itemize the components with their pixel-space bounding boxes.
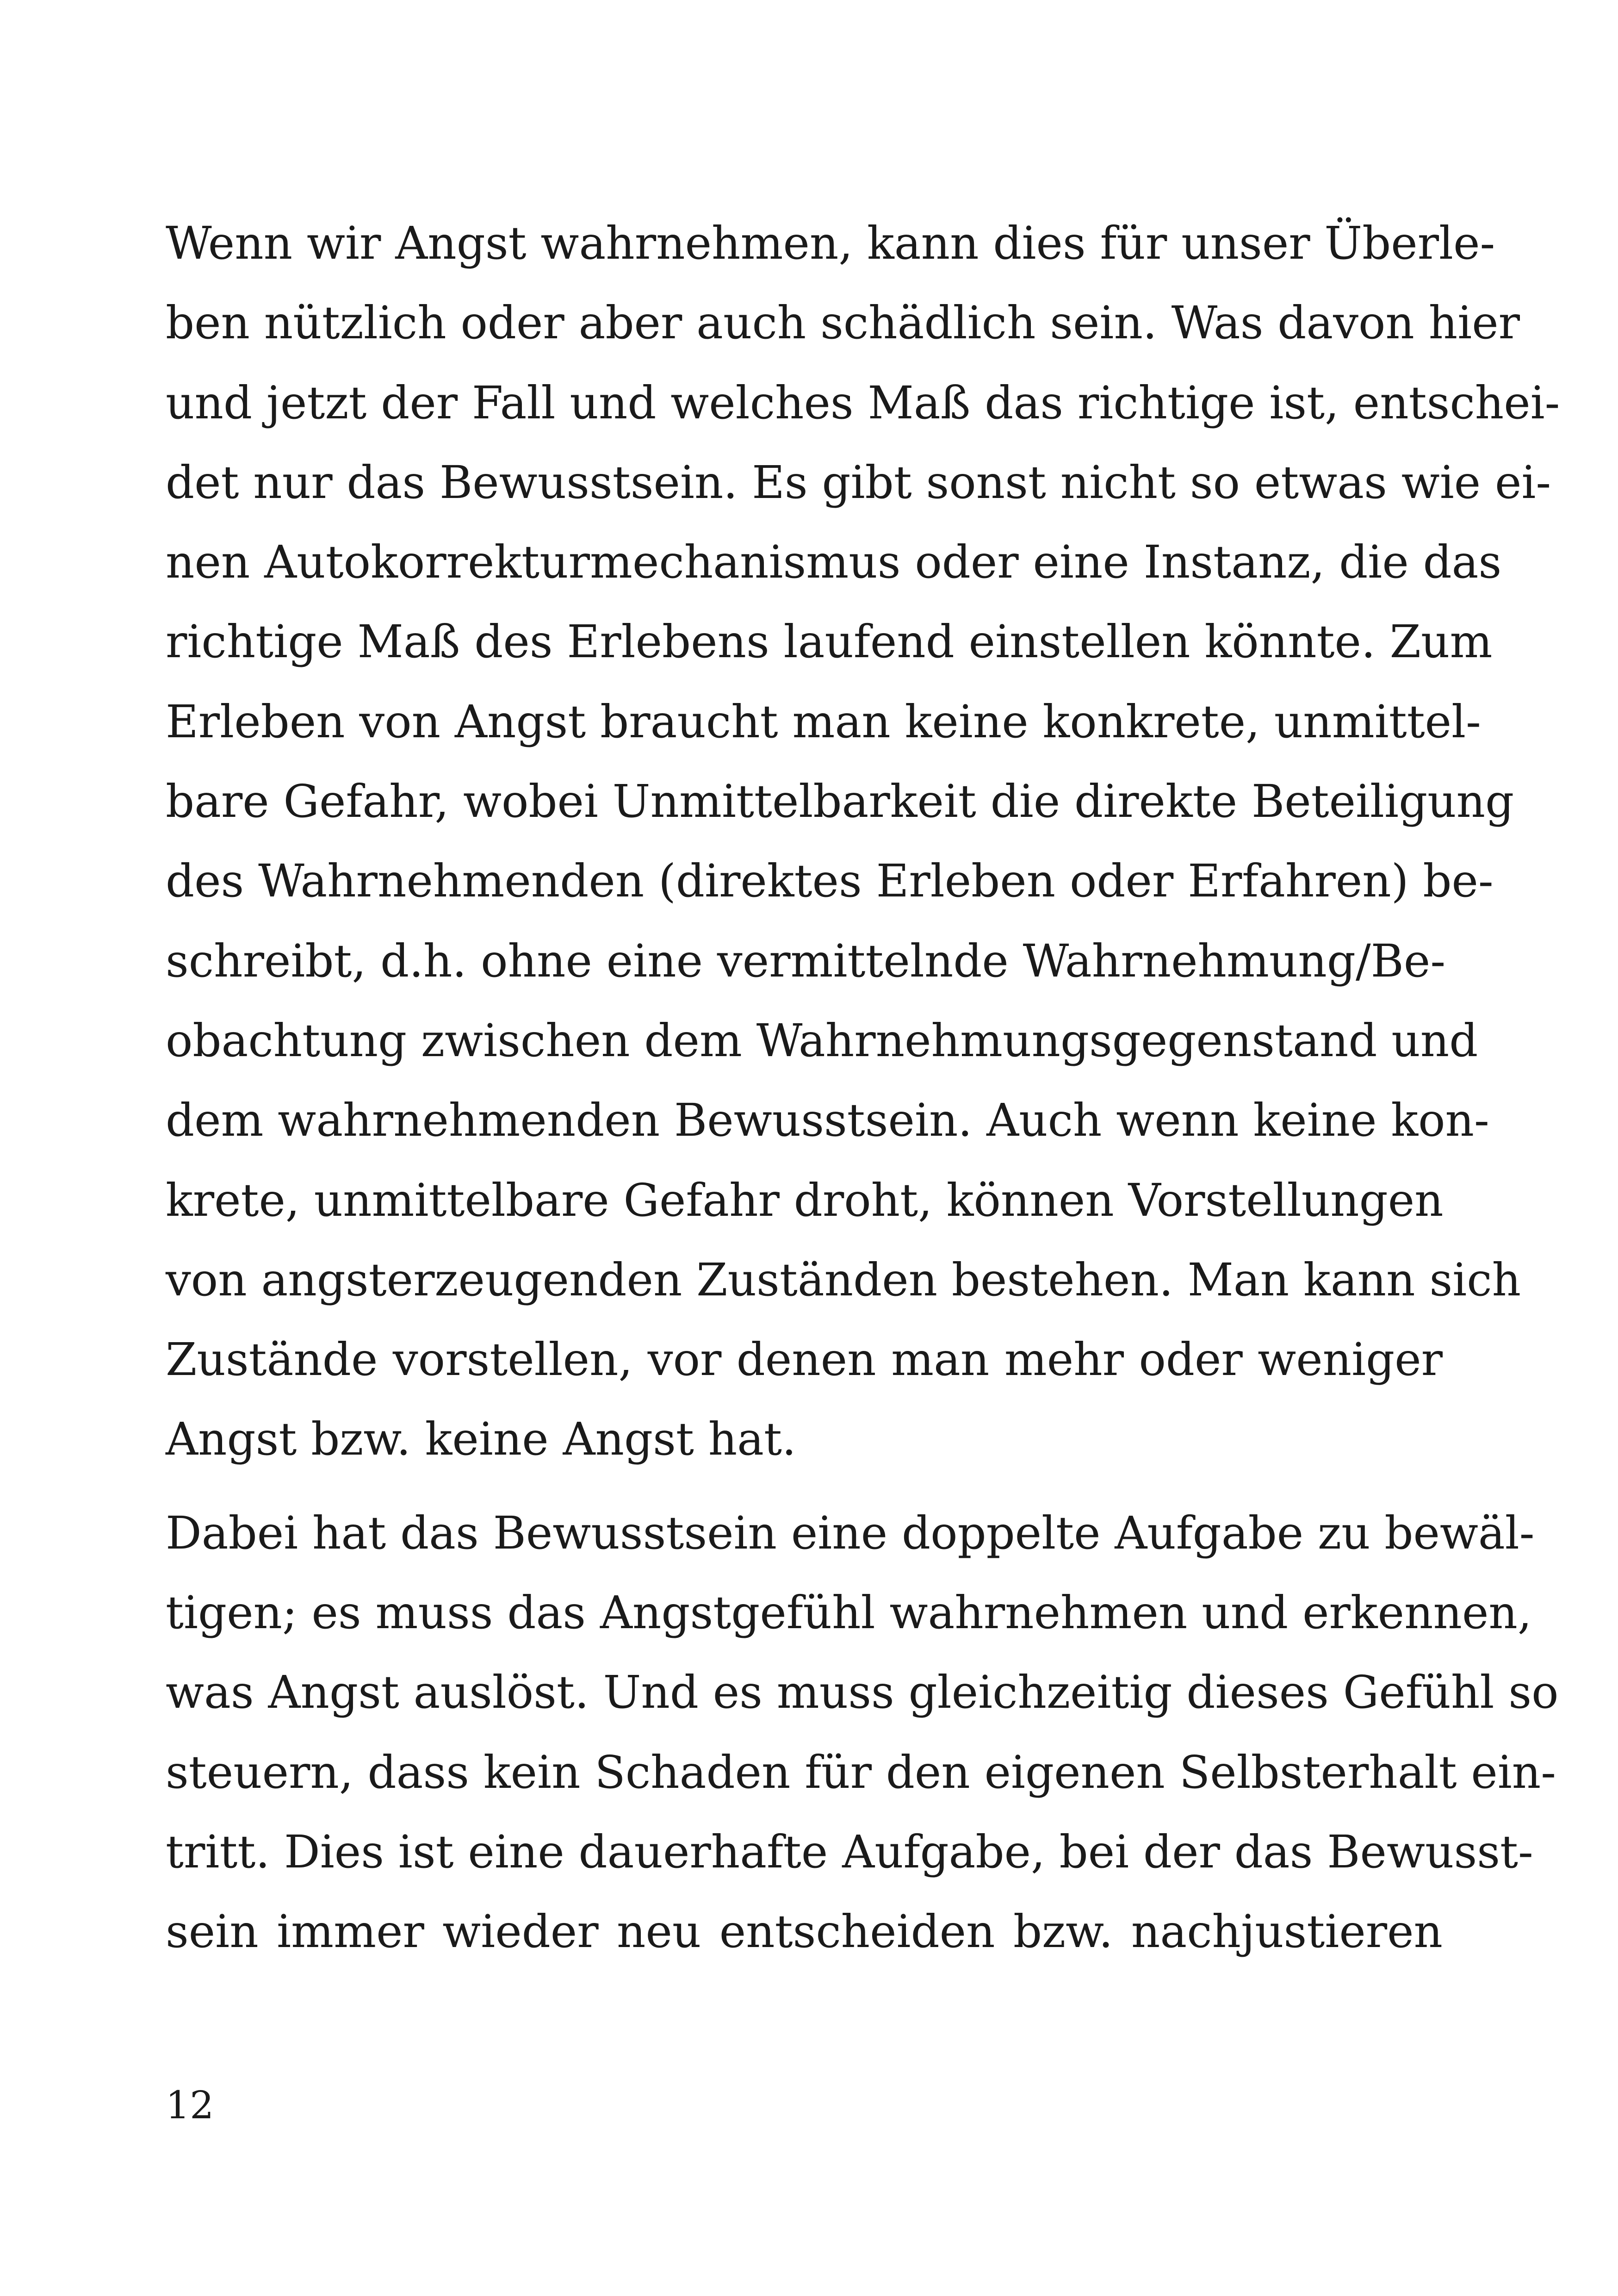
page-number: 12 — [166, 2084, 214, 2128]
text-line: steuern, dass kein Schaden für den eigenen Selbsterhalt ein- — [166, 1746, 1556, 1798]
text-line: Angst bzw. keine Angst hat. — [166, 1413, 796, 1466]
paragraph-spacer — [166, 1480, 1443, 1493]
text-line: was Angst auslöst. Und es muss gleichzeitig dieses Gefühl so — [166, 1666, 1559, 1719]
text-line: obachtung zwischen dem Wahrnehmungsgegenstand und — [166, 1014, 1478, 1067]
text-line: det nur das Bewusstsein. Es gibt sonst nicht so etwas wie ei- — [166, 456, 1551, 509]
text-line: tigen; es muss das Angstgefühl wahrnehmen und erkennen, — [166, 1587, 1532, 1639]
text-line: Erleben von Angst braucht man keine konkrete, unmittel- — [166, 695, 1481, 748]
text-line: tritt. Dies ist eine dauerhafte Aufgabe, bei der das Bewusst- — [166, 1825, 1533, 1878]
text-line: von angsterzeugenden Zuständen bestehen. Man kann sich — [166, 1253, 1521, 1306]
text-line: und jetzt der Fall und welches Maß das richtige ist, entschei- — [166, 376, 1560, 429]
text-line: sein immer wieder neu entscheiden bzw. nachjustieren — [166, 1905, 1443, 1958]
paragraph-2 — [166, 1493, 1559, 1972]
text-line: Dabei hat das Bewusstsein eine doppelte Aufgabe zu bewäl- — [166, 1506, 1535, 1559]
text-line: dem wahrnehmenden Bewusstsein. Auch wenn keine kon- — [166, 1094, 1489, 1147]
text-line: schreibt, d.h. ohne eine vermittelnde Wahrnehmung/Be- — [166, 934, 1446, 987]
paragraph-1 — [166, 204, 1560, 1480]
text-line: Wenn wir Angst wahrnehmen, kann dies für unser Überle- — [166, 217, 1495, 269]
text-line: bare Gefahr, wobei Unmittelbarkeit die direkte Beteiligung — [166, 775, 1514, 828]
text-line: ben nützlich oder aber auch schädlich sein. Was davon hier — [166, 297, 1520, 349]
text-line: krete, unmittelbare Gefahr droht, können Vorstellungen — [166, 1174, 1444, 1226]
body-text — [166, 204, 1560, 1972]
text-line: Zustände vorstellen, vor denen man mehr oder weniger — [166, 1333, 1443, 1386]
text-line: des Wahrnehmenden (direktes Erleben oder Erfahren) be- — [166, 855, 1494, 908]
text-line: nen Autokorrekturmechanismus oder eine Instanz, die das — [166, 536, 1502, 589]
text-line: richtige Maß des Erlebens laufend einstellen könnte. Zum — [166, 616, 1493, 668]
